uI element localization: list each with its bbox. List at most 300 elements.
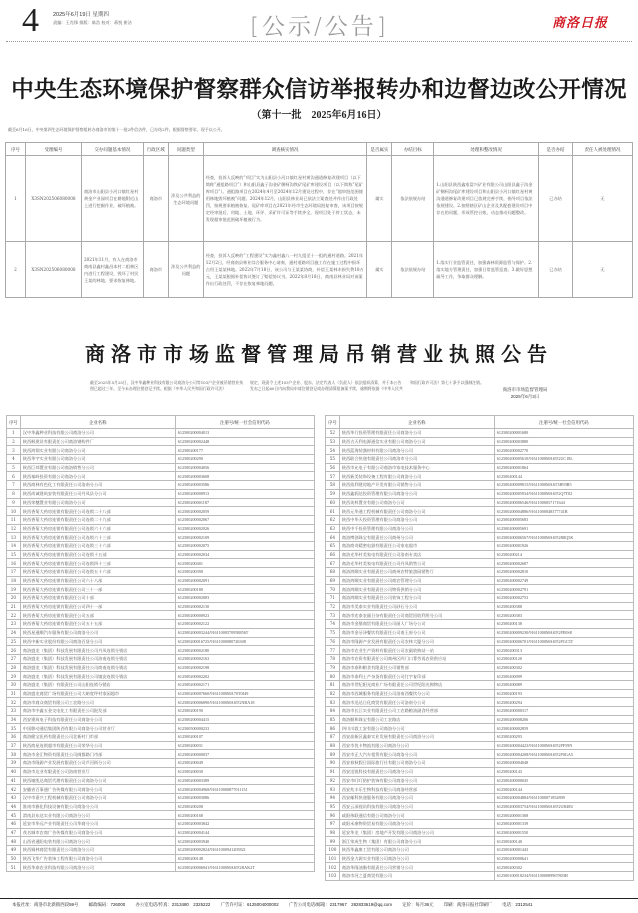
table-row (7, 715, 315, 724)
cell-company-name: 商洛市金牙泽餐饮有限责任公司南王府分公司 (339, 628, 494, 637)
cell-region: 商洛市 (143, 242, 168, 298)
cell-number: 54 (326, 446, 340, 455)
table-row (326, 602, 634, 611)
cell-credit-code: 612500200002749 (494, 576, 633, 585)
cell-company-name: 汉中华鑫种业科技有限公司商洛分公司 (20, 429, 175, 438)
cell-company-name: 陕西枫建设有限责任公司商洛钢构件厂 (20, 437, 175, 446)
cell-number: 15 (7, 550, 21, 559)
cell-no: 2 (6, 242, 26, 298)
cell-company-name: 陕西香菊大药房连锁有限责任公司三十一部 (20, 585, 175, 594)
table-row (7, 741, 315, 750)
cell-credit-code: 612500200002130 (175, 602, 314, 611)
cell-company-name: 茂名城市农商广告传媒有限公司商洛分公司 (20, 828, 175, 837)
table-row (7, 568, 315, 577)
cell-credit-code: 612500200000641 (494, 854, 633, 863)
cell-number: 49 (7, 846, 21, 855)
table-row (7, 689, 315, 698)
cell-credit-code: 612500200193 (494, 689, 633, 698)
table-row (7, 724, 315, 733)
cell-company-name: 陕西星通顺汽车服务有限公司商洛分公司 (20, 628, 175, 637)
cell-company-name: 商洛市隆源产业发展有限责任公司芦河街分公司 (20, 759, 175, 768)
table-row (326, 872, 634, 881)
cell-company-name: 商洛盛龙（集团）科技发展有限责任公司洛南连锁分销店 (20, 654, 175, 663)
page-header (0, 0, 638, 40)
col-header: 注册号/统一社会信用代码 (494, 416, 633, 429)
footer-office-phone: 办公室电话/传真：2313480 2325222 (135, 902, 211, 907)
cell-penalty: 无 (573, 242, 633, 298)
cell-credit-code: 612500200006701/91611000MA6TGPGC5T (494, 637, 633, 646)
table-row (326, 646, 634, 655)
table-row (7, 437, 315, 446)
cell-number: 27 (7, 654, 21, 663)
article2-title: 商洛市市场监督管理局吊销营业执照公告 (85, 342, 553, 366)
section-title: [公示/公告] (250, 14, 389, 40)
cell-credit-code: 612500200148 (175, 854, 314, 863)
col-header: 交办问题基本情况 (81, 143, 143, 156)
cell-credit-code: 612500200030 (175, 767, 314, 776)
cell-credit-code: 612500200190 (175, 707, 314, 716)
cell-number: 46 (7, 819, 21, 828)
cell-number: 61 (326, 507, 340, 516)
cell-number: 1 (7, 429, 21, 438)
cell-credit-code: 612500200208 (175, 802, 314, 811)
table-row (7, 698, 315, 707)
cell-company-name: 商洛市金鼎商贸有限责任公司丽人广场分公司 (339, 620, 494, 629)
cell-company-name: 山西省通阳电装有限公司商洛分公司 (20, 837, 175, 846)
article1-subtitle: （第十一批 2025年6月16日） (251, 110, 387, 121)
cell-company-name: 西安市优卡物流有限公司商洛分公司 (339, 741, 494, 750)
table-row (326, 750, 634, 759)
cell-number: 24 (7, 628, 21, 637)
cell-credit-code: 612500200002180 (175, 646, 314, 655)
cell-credit-code: 612500200000913 (175, 489, 314, 498)
cell-company-name: 陕西商星连锁超市有限责任公司荣华分公司 (20, 741, 175, 750)
cell-credit-code: 612500200089 (494, 680, 633, 689)
cell-credit-code: 612500200001443 (494, 846, 633, 855)
page-number: 4 (22, 2, 39, 39)
table-row (326, 481, 634, 490)
table-row (326, 863, 634, 872)
cell-company-name: 西安市正大汽车租赁有限公司商洛分公司 (339, 750, 494, 759)
table-row (7, 854, 315, 863)
table-row (6, 156, 633, 242)
cell-number: 50 (7, 854, 21, 863)
cell-number: 57 (326, 472, 340, 481)
cell-credit-code: 612500500000233 (175, 724, 314, 733)
cell-credit-code: 612500200006890/91611000MA6TGNBA18 (175, 698, 314, 707)
cell-credit-code: 612500200002034 (175, 550, 314, 559)
footer-ad-phone: 广告公司电话/邮箱：2317967 282833619@qq.com (288, 902, 392, 907)
cell-type: 涉及公共利益的问题 (168, 242, 203, 298)
cell-number: 62 (326, 515, 340, 524)
col-header: 行政区域 (143, 143, 168, 156)
cell-number: 52 (326, 429, 340, 438)
cell-number: 17 (7, 568, 21, 577)
table-row (7, 767, 315, 776)
cell-credit-code: 612500200004415 (175, 715, 314, 724)
cell-number: 47 (7, 828, 21, 837)
table-row (326, 637, 634, 646)
cell-credit-code: 612500200000317 (494, 707, 633, 716)
cell-company-name: 淮南市雅化科技设备有限公司商洛分公司 (20, 802, 175, 811)
cell-number: 42 (7, 785, 21, 794)
table-row (7, 611, 315, 620)
cell-credit-code: 612500200005683 (494, 515, 633, 524)
cell-number: 85 (326, 715, 340, 724)
cell-credit-code: 612500200002122 (175, 620, 314, 629)
cell-credit-code: 612500200003086 (175, 793, 314, 802)
cell-number: 2 (7, 437, 21, 446)
cell-company-name: 陕西中千投资管理有限公司商洛分公司 (339, 524, 494, 533)
cell-number: 103 (326, 872, 340, 881)
cell-company-name: 咸阳禾康物资贸易有限公司商洛分公司 (339, 819, 494, 828)
cell-credit-code: 612500200016725/91611000080726308 (175, 637, 314, 646)
cell-credit-code: 612500200001550 (494, 828, 633, 837)
col-header: 序号 (326, 416, 340, 429)
table-row (326, 559, 634, 568)
cell-number: 19 (7, 585, 21, 594)
cell-credit-code: 612500200180 (175, 585, 314, 594)
article1-title: 中央生态环境保护督察群众信访举报转办和边督边改公开情况 (11, 77, 627, 103)
license-table-header (326, 416, 634, 429)
cell-credit-code: 612500200003940 (175, 837, 314, 846)
cell-number: 31 (7, 689, 21, 698)
cell-company-name: 西安迅锐科技有限责任公司商洛分公司 (339, 767, 494, 776)
footer-printer: 印刷：商洛日报社印刷厂 (443, 902, 493, 907)
table-row (326, 429, 634, 438)
cell-credit-code: 612500200004048 (494, 759, 633, 768)
table-row (326, 654, 634, 663)
cell-number: 29 (7, 672, 21, 681)
cell-company-name: 陕西鑫润达投资管理有限公司商洛分公司 (339, 489, 494, 498)
cell-credit-code: 612500200005934/91611000MA6TGQ7T02 (494, 489, 633, 498)
notice-paragraph-3: 和国行政许可法》第七十条予以强制注销。 (410, 380, 484, 385)
cell-company-name: 陕西华鑫康工贸有限公司商洛分公司 (339, 846, 494, 855)
cell-credit-code: 612500200002448 (175, 437, 314, 446)
cell-credit-code: 612500200001187 (175, 498, 314, 507)
table-row (7, 837, 315, 846)
table-row (7, 524, 315, 533)
cell-company-name: 商洛盛龙（集团）有限责任公司山阳连锁分销店 (20, 680, 175, 689)
table-row (7, 507, 315, 516)
cell-number: 68 (326, 568, 340, 577)
cell-number: 84 (326, 707, 340, 716)
table-row (326, 819, 634, 828)
cell-number: 53 (326, 437, 340, 446)
cell-number: 73 (326, 611, 340, 620)
cell-credit-code: 612500200003586 (175, 481, 314, 490)
table-row (326, 437, 634, 446)
cell-credit-code: 612500200099 (494, 672, 633, 681)
cell-number: 8 (7, 489, 21, 498)
cell-company-name: 陕西英梓置业有限公司商洛分公司 (339, 498, 494, 507)
cell-credit-code: 612500200006941/91611000MA6TGRAK2T (175, 863, 314, 872)
table-row (7, 707, 315, 716)
table-row (7, 654, 315, 663)
table-row (7, 819, 315, 828)
cell-company-name: 商洛鸿顺实业有限责任公司装饰工程分公司 (339, 594, 494, 603)
cell-company-name: 商洛市宏泰农副日杂有限责任公司商贸回收利用分公司 (339, 611, 494, 620)
cell-number: 95 (326, 802, 340, 811)
cell-credit-code: 612500200002083 (175, 594, 314, 603)
cell-company-name: 陕西新美装饰设备工程有限公司商洛分公司 (339, 472, 494, 481)
table-row (326, 672, 634, 681)
cell-number: 4 (7, 455, 21, 464)
table-row (6, 242, 633, 298)
cell-credit-code: 612500200002824/91611000941205821 (175, 846, 314, 855)
cell-credit-code: 612500200004884/91611000071852809 (494, 793, 633, 802)
cell-credit-code: 612500200005610/91611000MA6TGUC18L (494, 455, 633, 464)
cell-number: 3 (7, 446, 21, 455)
table-row (7, 585, 315, 594)
cell-number: 83 (326, 698, 340, 707)
cell-company-name: 陕西香菊大药房连锁有限责任公司连锁六十六部 (20, 524, 175, 533)
cell-region: 商洛市 (143, 156, 168, 242)
cell-number: 63 (326, 524, 340, 533)
cell-number: 90 (326, 759, 340, 768)
cell-company-name: 商洛盛龙（集团）科技发展有限责任公司镇安连锁分销店 (20, 672, 175, 681)
cell-credit-code: 612500200002791 (494, 585, 633, 594)
cell-credit-code: 612500200294 (494, 698, 633, 707)
table-row (7, 637, 315, 646)
table-row (326, 628, 634, 637)
newspaper-logo: 商洛日报 (551, 16, 608, 31)
cell-company-name: 商洛市隆源产业发展有限责任公司农林大厦分公司 (339, 637, 494, 646)
cell-company-name: 汉中市嘉兴工程机械有限责任公司商洛分公司 (20, 793, 175, 802)
cell-number: 76 (326, 637, 340, 646)
cell-company-name: 安徽省百事通广告传媒有限公司商洛分公司 (20, 785, 175, 794)
table-row (326, 620, 634, 629)
cell-company-name: 商洛市商众商贸有限公司工农路分公司 (20, 698, 175, 707)
table-row (326, 707, 634, 716)
cell-number: 66 (326, 550, 340, 559)
cell-number: 74 (326, 620, 340, 629)
cell-credit-code: 612500200031 (175, 741, 314, 750)
cell-company-name: 陕西香菊大药房连锁有限责任公司连锁三十六部 (20, 541, 175, 550)
cell-company-name: 陕西中新实业股份有限公司商洛百货分公司 (20, 637, 175, 646)
cell-credit-code: 612500200003842 (175, 819, 314, 828)
table-row (326, 698, 634, 707)
table-row (326, 759, 634, 768)
table-row (326, 594, 634, 603)
table-row (326, 446, 634, 455)
cell-number: 26 (7, 646, 21, 655)
cell-company-name: 陕西香菊大药房连锁有限责任公司四十一部 (20, 602, 175, 611)
cell-number: 30 (7, 680, 21, 689)
cell-company-name: 陕西市允电子有限公司商洛市家电技术服务中心 (339, 463, 494, 472)
table-row (326, 541, 634, 550)
cell-number: 99 (326, 837, 340, 846)
cell-credit-code: 612500200144 (494, 472, 633, 481)
col-header: 企业名称 (339, 416, 494, 429)
cell-number: 25 (7, 637, 21, 646)
table-row (7, 550, 315, 559)
cell-number: 14 (7, 541, 21, 550)
cell-company-name: 商洛盛龙商贸广场有限责任公司大峪宽坪村家园超市 (20, 689, 175, 698)
cell-company-name: 陕西联合快递有限责任公司商洛市分公司 (339, 455, 494, 464)
table-row (326, 472, 634, 481)
col-header: 注册号/统一社会信用代码 (175, 416, 314, 429)
cell-company-name: 西安兆丰乐生物科技有限公司商洛经营部 (339, 785, 494, 794)
table-row (326, 767, 634, 776)
cell-credit-code: 612500200002202 (175, 672, 314, 681)
table-row (326, 785, 634, 794)
cell-company-name: 商洛博创珠宝有限责任公司商州分公司 (339, 533, 494, 542)
table-row (7, 446, 315, 455)
cell-number: 60 (326, 498, 340, 507)
cell-number: 59 (326, 489, 340, 498)
cell-number: 43 (7, 793, 21, 802)
table-row (7, 672, 315, 681)
table-row (326, 802, 634, 811)
cell-credit-code: 612500200005691 (494, 524, 633, 533)
cell-company-name: 陕西香菊大药房连锁有限责任公司连锁六十三部 (20, 533, 175, 542)
cell-company-name: 陕西中华天投资管理有限公司商洛分公司 (339, 515, 494, 524)
cell-no: 1 (6, 156, 26, 242)
cell-credit-code: 612500200003880 (494, 437, 633, 446)
cell-credit-code: 612500200004968/91611000087701115J (175, 785, 314, 794)
cell-number: 98 (326, 828, 340, 837)
cell-number: 79 (326, 663, 340, 672)
cell-credit-code: 612500200138 (494, 620, 633, 629)
editor-credits: 责编：王肖锋 排版：陈浩 校对：蒋悦 崔洁 (53, 20, 132, 25)
notice-paragraph-2: 规定，现责令上述103户企业、股东、法定代表人（负责人）依法组织清算，并于本公告发布之日起60日内向我局申请注销登记或办理清算组备案手续，逾期将依据《中华人民共 (250, 380, 403, 391)
cell-number: 7 (7, 481, 21, 490)
cell-company-name: 商洛市迅达日化商贸有限责任公司洛南分公司 (339, 698, 494, 707)
table-row (326, 515, 634, 524)
cell-company-name: 陕西商林有色化工有限责任公司洛南分公司 (20, 481, 175, 490)
cell-number: 70 (326, 585, 340, 594)
petition-table (5, 142, 633, 298)
cell-company-name: 陕西香菊大药房连锁有限责任公司连锁二十八部 (20, 507, 175, 516)
cell-number: 21 (7, 602, 21, 611)
cell-number: 101 (326, 854, 340, 863)
table-row (7, 793, 315, 802)
cell-verified: 属实 (367, 242, 392, 298)
cell-credit-code: 612500200003244/91611000570958856T (175, 628, 314, 637)
cell-company-name: 中国移动通信集团陕西有限公司商洛分公司营业厅 (20, 724, 175, 733)
col-header: 问题类型 (168, 143, 203, 156)
cell-company-name: 商洛鸿顺实业有限责任公司物资供销分公司 (339, 585, 494, 594)
cell-goal: 依法依规办结 (392, 242, 434, 298)
cell-company-name: 商洛光华村美家电有限责任公司丹凤销售公司 (339, 559, 494, 568)
cell-number: 78 (326, 654, 340, 663)
cell-number: 100 (326, 846, 340, 855)
cell-company-name: 咸阳伟联通信有限公司商洛分公司 (339, 811, 494, 820)
cell-closed: 已办结 (539, 156, 573, 242)
cell-credit-code: 612500200004423/91611000MA6TGPF59N (494, 741, 633, 750)
cell-number: 39 (7, 759, 21, 768)
footer-price: 定价：每月36元 (402, 902, 434, 907)
cell-credit-code: 612500200006567/91611000MA6TGR8Q5K (494, 533, 633, 542)
cell-number: 102 (326, 863, 340, 872)
cell-company-name: 陕西鸿翔实业有限公司商洛分公司 (20, 446, 175, 455)
cell-company-name: 商洛健宝医药有限责任公司北新村门市部 (20, 733, 175, 742)
cell-credit-code: 612500200214 (494, 550, 633, 559)
cell-company-name: 延安华龙（集团）房地产开发有限公司商洛分公司 (339, 828, 494, 837)
table-row (7, 463, 315, 472)
cell-number: 9 (7, 498, 21, 507)
cell-closed: 已办结 (539, 242, 573, 298)
footer-printer-phone: 电话：2312541 (502, 902, 533, 907)
table-row (326, 576, 634, 585)
footer-address: 本报社址：商洛市北新街西段59号 (12, 902, 79, 907)
cell-company-name: 商洛商奇精密电器有限责任公司家电超市 (339, 541, 494, 550)
cell-company-name: 陕西香菊大药房连锁有限责任公司十部 (20, 594, 175, 603)
header-divider (6, 41, 632, 42)
cell-company-name: 西安市叮叮防护装饰有限公司商洛分公司 (339, 776, 494, 785)
cell-id: X3SN202506080008 (25, 156, 81, 242)
cell-credit-code: 612500200004886/91611000048377741B (494, 507, 633, 516)
cell-credit-code: 612500200143 (494, 767, 633, 776)
cell-credit-code: 612500200002810 (494, 568, 633, 577)
cell-credit-code: 612500200177 (175, 446, 314, 455)
cell-company-name: 西安邮科快递服务有限公司商洛分公司 (339, 793, 494, 802)
col-header: 是否属实 (367, 143, 392, 156)
cell-number: 58 (326, 481, 340, 490)
cell-company-name: 陕西香菊大药房连锁有限责任公司五十五部 (20, 620, 175, 629)
cell-number: 93 (326, 785, 340, 794)
table-row (326, 611, 634, 620)
cell-credit-code: 612500200002067 (175, 515, 314, 524)
table-row (326, 776, 634, 785)
cell-company-name: 西安云深视讯科技有限公司商洛分公司 (339, 802, 494, 811)
cell-number: 86 (326, 724, 340, 733)
cell-credit-code: 612500200008206 (494, 715, 633, 724)
cell-credit-code: 612500200390 (175, 568, 314, 577)
table-row (326, 837, 634, 846)
cell-credit-code: 612500200002770 (494, 446, 633, 455)
col-header: 责任人被处理情况 (573, 143, 633, 156)
cell-credit-code: 612500200049 (175, 759, 314, 768)
col-header: 序号 (6, 143, 26, 156)
cell-number: 22 (7, 611, 21, 620)
cell-company-name: 陕西金力源实业有限公司商洛分公司 (339, 854, 494, 863)
col-header: 受理编号 (25, 143, 81, 156)
cell-number: 96 (326, 811, 340, 820)
cell-number: 6 (7, 472, 21, 481)
license-table-header (7, 416, 315, 429)
cell-credit-code: 612500200002859 (494, 724, 633, 733)
table-row (7, 776, 315, 785)
sign-date: 2025年6月3日 (510, 393, 540, 399)
cell-credit-code: 612500200006546/91611000057171644 (494, 498, 633, 507)
cell-credit-code: 612500200002163 (175, 654, 314, 663)
table-row (7, 628, 315, 637)
cell-company-name: 商洛市西城服务有限责任公司洛南西餐饮分公司 (339, 689, 494, 698)
cell-credit-code: 612500200001680 (494, 429, 633, 438)
cell-company-name: 陕西铜林商贸有限责任公司商洛分公司 (20, 846, 175, 855)
cell-company-name: 陕西华宇实业有限公司商洛分公司 (20, 455, 175, 464)
cell-credit-code: 612500200002026 (175, 524, 314, 533)
cell-company-name: 商洛市农业生产资料有限责任公司农副收购站一站 (339, 646, 494, 655)
cell-company-name: 陕西华泰农业科技有限公司商洛分公司 (20, 863, 175, 872)
table-row (7, 802, 315, 811)
cell-number: 10 (7, 507, 21, 516)
cell-company-name: 四川川敦工安有限公司商洛分公司 (339, 724, 494, 733)
cell-number: 67 (326, 559, 340, 568)
cell-basic: 商洛市山阳县小河口镇红星村黄金产业园项目在耕地附近山上进行挖掘作业，破坏植被。 (81, 156, 143, 242)
cell-company-name: 西安高新区鑫泰实业发展有限责任公司商洛分公司 (339, 733, 494, 742)
cell-company-name: 商洛市农资有限责任公司商州区四门口菁劳再农资供应站 (339, 654, 494, 663)
cell-number: 81 (326, 680, 340, 689)
cell-number: 40 (7, 767, 21, 776)
cell-number: 64 (326, 533, 340, 542)
cell-credit-code: 612500200002198 (175, 663, 314, 672)
license-table-right (325, 415, 634, 881)
cell-company-name: 商洛顺和珠宝有限公司工农路店 (339, 715, 494, 724)
cell-number: 56 (326, 463, 340, 472)
